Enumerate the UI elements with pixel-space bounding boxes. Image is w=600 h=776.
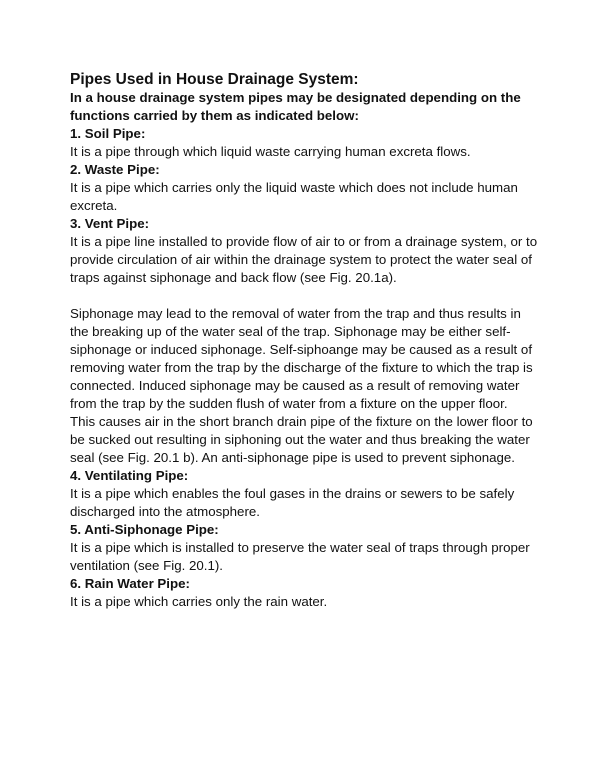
section-text-vent-pipe: It is a pipe line installed to provide flow of air to or from a drainage system, or to provide circulation of air within the drainage system to protect the water seal of traps against siphonage and back flow (see Fig. 20.1a). [70,234,538,285]
section-heading-rain-water-pipe: 6. Rain Water Pipe: [70,576,190,591]
section-text-rain-water-pipe: It is a pipe which carries only the rain water. [70,594,328,609]
section-text-ventilating-pipe: It is a pipe which enables the foul gases in the drains or sewers to be safely discharged into the atmosphere. [70,486,515,519]
document-title: Pipes Used in House Drainage System: [70,71,359,88]
section-text-siphonage-cont: This causes air in the short branch drain pipe of the fixture on the lower floor to be sucked out resulting in siphoning out the water and thus breaking the water seal (see Fig. 20.1 b). An anti-siphonage pipe is used to prevent siphonage. [70,414,533,465]
section-heading-anti-siphonage-pipe: 5. Anti-Siphonage Pipe: [70,522,219,537]
section-heading-soil-pipe: 1. Soil Pipe: [70,126,146,141]
document-page [70,70,540,611]
paragraph-spacer [70,287,540,305]
section-heading-vent-pipe: 3. Vent Pipe: [70,216,150,231]
section-text-waste-pipe: It is a pipe which carries only the liquid waste which does not include human excreta. [70,180,518,213]
section-text-soil-pipe: It is a pipe through which liquid waste carrying human excreta flows. [70,144,471,159]
section-heading-waste-pipe: 2. Waste Pipe: [70,162,160,177]
section-text-anti-siphonage-pipe: It is a pipe which is installed to preserve the water seal of traps through proper ventilation (see Fig. 20.1). [70,540,530,573]
section-heading-ventilating-pipe: 4. Ventilating Pipe: [70,468,189,483]
document-intro: In a house drainage system pipes may be designated depending on the functions carried by them as indicated below: [70,90,521,123]
section-text-siphonage: Siphonage may lead to the removal of water from the trap and thus results in the breaking up of the water seal of the trap. Siphonage may be either self-siphonage or induced siphonage. Self-siphoange may be caused as a result of removing water from the trap by the discharge of the fixture to which the trap is connected. Induced siphonage may be caused as a result of removing water from the trap by the sudden flush of water from a fixture on the upper floor. [70,306,533,411]
